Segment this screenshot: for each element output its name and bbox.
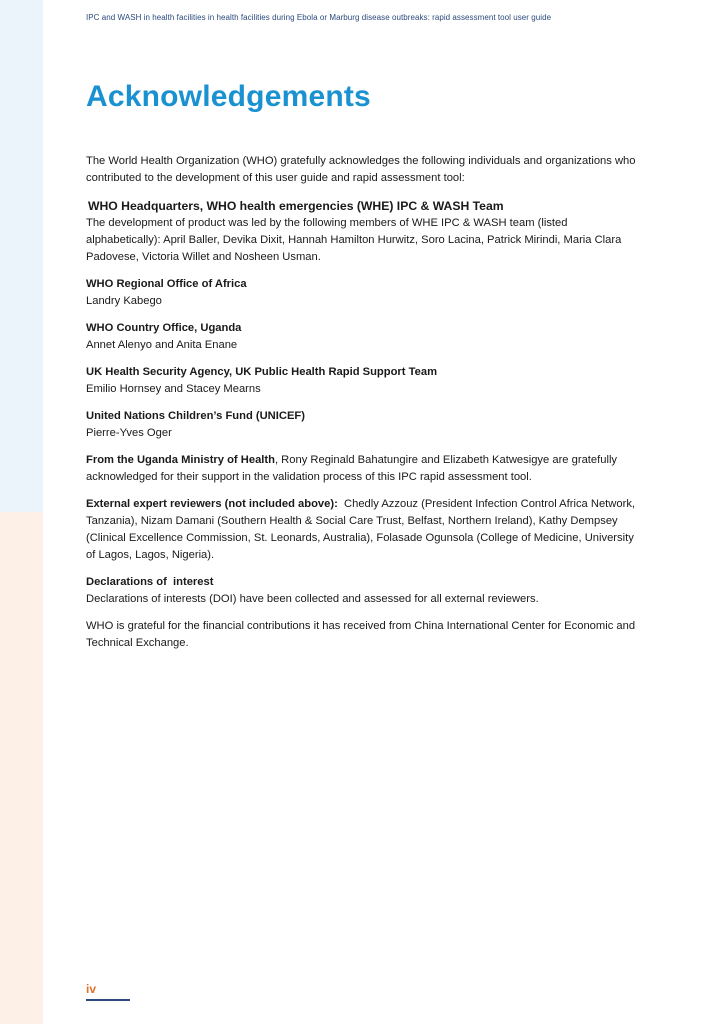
section-heading: WHO Regional Office of Africa	[86, 278, 247, 290]
section-heading: United Nations Children’s Fund (UNICEF)	[86, 410, 305, 422]
section-heading: WHO Headquarters, WHO health emergencies (WHE) IPC & WASH Team	[88, 199, 504, 213]
section-ukhsa	[86, 364, 641, 398]
intro-paragraph: The World Health Organization (WHO) gratefully acknowledges the following individuals and organizations who contributed to the development of this user guide and rapid assessment tool:	[86, 155, 636, 184]
funding-paragraph: WHO is grateful for the financial contributions it has received from China International Center for Economic and Technical Exchange.	[86, 620, 636, 649]
section-text: The development of product was led by the following members of WHE IPC & WASH team (listed alphabetically): April Baller, Devika Dixit, Hannah Hamilton Hurwitz, Soro Lacina, Patrick Mirindi, Maria Clara Padovese, Victoria Willet and Nosheen Usman.	[86, 217, 622, 263]
page-number: iv	[86, 982, 97, 996]
section-heading: Declarations of interest	[86, 576, 214, 588]
section-text: Chedly Azzouz (President Infection Control Africa Network, Tanzania), Nizam Damani (Southern Health & Social Care Trust, Belfast, Northern Ireland), Kathy Dempsey (Clinical Excellence Commission, St. Leonards, Australia), Folasade Ogunsola (College of Medicine, University of Lagos, Lagos, Nigeria).	[86, 498, 638, 561]
section-text: Landry Kabego	[86, 295, 162, 307]
section-who-afro	[86, 276, 641, 310]
running-header: IPC and WASH in health facilities in health facilities during Ebola or Marburg disease outbreaks: rapid assessment tool user guide	[86, 13, 552, 22]
section-who-headquarters	[86, 198, 641, 266]
section-text: Pierre-Yves Oger	[86, 427, 172, 439]
side-band-blue	[0, 0, 43, 512]
page-title: Acknowledgements	[86, 80, 371, 113]
section-text: , Rony Reginald Bahatungire and Elizabeth Katwesigye are gratefully acknowledged for their support in the validation process of this IPC rapid assessment tool.	[86, 454, 618, 483]
section-heading: WHO Country Office, Uganda	[86, 322, 242, 334]
section-who-uganda	[86, 320, 641, 354]
section-text: Annet Alenyo and Anita Enane	[86, 339, 238, 351]
acknowledgements-body	[86, 153, 641, 662]
section-heading: External expert reviewers (not included above):	[86, 498, 338, 510]
section-external-reviewers	[86, 496, 641, 564]
section-text: Declarations of interests (DOI) have been collected and assessed for all external reviewers.	[86, 593, 539, 605]
section-heading: From the Uganda Ministry of Health	[86, 454, 275, 466]
page-number-rule	[86, 999, 130, 1001]
section-heading: UK Health Security Agency, UK Public Health Rapid Support Team	[86, 366, 438, 378]
section-uganda-moh	[86, 452, 641, 486]
section-unicef	[86, 408, 641, 442]
side-band-peach	[0, 512, 43, 1024]
section-text: Emilio Hornsey and Stacey Mearns	[86, 383, 261, 395]
section-declarations	[86, 574, 641, 608]
